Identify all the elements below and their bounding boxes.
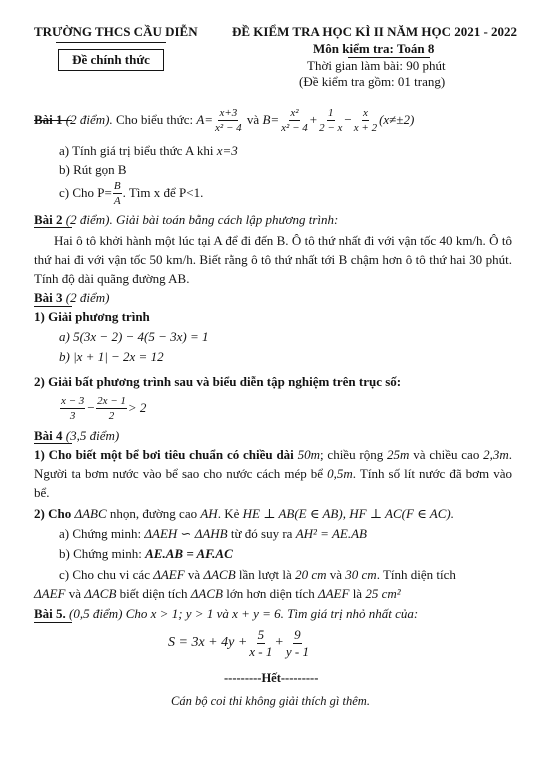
q3-inequality: $\frac{x - 3}{3}$ − $\frac{2x - 1}{2}$ > 2 [61, 394, 147, 422]
q3-label-underline [34, 306, 72, 307]
q4-part-a: a) Chứng minh: ΔAEH ∽ ΔAHB từ đó suy ra AH² = AE.AB [59, 526, 367, 541]
q5-frac2: $\frac{9}{y - 1}$ [285, 626, 309, 659]
exam-pages: (Đề kiểm tra gồm: 01 trang) [299, 74, 446, 89]
school-underline [56, 42, 166, 43]
q1-part-a: a) Tính giá trị biểu thức A khi x=3 [59, 143, 238, 158]
q1-b-term2: $\frac{1}{2 - x}$ [319, 106, 343, 134]
q3-eq-b: b) |x + 1| − 2x = 12 [59, 349, 164, 364]
q2-text: Hai ô tô khởi hành một lúc tại A để đi đến B. Ô tô thứ nhất đi với vận tốc 40 km/h. Ô tô thứ hai đi với vận tốc 50 km/h. Biết rằng ô tô thứ nhất tới B chậm hơn ô tô thứ hai 30 phút. Tính độ dài quãng đường AB. [34, 233, 512, 286]
q4-title: Bài 4 (3,5 điểm) [34, 428, 120, 443]
q1-b-condition: (x≠±2) [379, 112, 415, 127]
official-label: Đề chính thức [72, 52, 150, 67]
q4-part-c-line1: c) Cho chu vi các ΔAEF và ΔACB lần lượt là 20 cm và 30 cm. Tính diện tích [59, 567, 456, 582]
q1-a-fraction: $\frac{x+3}{\text{x² − 4}}$ [215, 106, 242, 134]
q3-ineq-frac1: $\frac{x - 3}{3}$ [61, 394, 85, 422]
footer-note: Cán bộ coi thi không giải thích gì thêm. [171, 694, 370, 708]
q4-part1: 1) Cho biết một bể bơi tiêu chuẩn có chiều dài 50m; chiều rộng 25m và chiều cao 2,3m. Người ta bơm nước vào bể sao cho nước cách mép bể 0,5m. Tính số lít nước đã bơm vào bể. [34, 447, 513, 500]
q5-frac1: $\frac{5}{x - 1}$ [249, 626, 273, 659]
q2-title: Bài 2 (2 điểm). Giải bài toán bằng cách lập phương trình: [34, 212, 339, 227]
exam-subject: Môn kiểm tra: Toán 8 [313, 41, 435, 56]
q1-b-term1: $\frac{\text{x²}}{\text{x² − 4}}$ [281, 106, 308, 134]
q3-ineq-frac2: $\frac{2x - 1}{2}$ [97, 394, 126, 422]
q4-part-c-line2: ΔAEF và ΔACB biết diện tích ΔACB lớn hơn diện tích ΔAEF là 25 cm² [34, 586, 401, 601]
q4-part2: 2) Cho ΔABC nhọn, đường cao AH. Kẻ HE ⊥ AB(E ∈ AB), HF ⊥ AC(F ∈ AC). [34, 506, 454, 521]
q1-c-fraction: $\frac{B}{A}$ [113, 179, 121, 207]
q1-part-c: c) Cho P= $\frac{B}{A}$ . Tìm x để P<1. [59, 179, 204, 207]
q4-label-underline [34, 443, 72, 444]
school-name: TRƯỜNG THCS CẦU DIỄN [34, 24, 198, 39]
q1-part-b: b) Rút gọn B [59, 162, 127, 177]
q3-part2: 2) Giải bất phương trình sau và biểu diễn tập nghiệm trên trục số: [34, 374, 402, 389]
q1-label: Bài 1 [34, 112, 63, 127]
q5-label-underline [34, 622, 72, 623]
q1-b-term3: $\frac{x}{x + 2}$ [353, 106, 378, 134]
q1-and: và [246, 112, 260, 127]
q1-statement: Bài 1 (2 điểm). Cho biểu thức: A= $\frac{x+3}{\text{x² − 4}}$ và B= $\frac{\text{x²}}{\text{x² − 4}}$ + $\frac{1}{2 - x}$ − $\frac{x}{x + 2}$ (x≠±2) [34, 106, 415, 134]
end-marker: ---------Hết--------- [224, 671, 319, 685]
q5-title: Bài 5. (0,5 điểm) Cho x > 1; y > 1 và x + y = 6. Tìm giá trị nhỏ nhất của: [34, 606, 419, 621]
exam-time: Thời gian làm bài: 90 phút [307, 58, 446, 73]
q2-label-underline [34, 227, 72, 228]
q5-expression: S = 3x + 4y + $\frac{5}{x - 1}$ + $\frac{9}{y - 1}$ [168, 626, 309, 659]
q3-part1: 1) Giải phương trình [34, 309, 150, 324]
q1-points: (2 điểm). [65, 112, 113, 127]
exam-title: ĐỀ KIỂM TRA HỌC KÌ II NĂM HỌC 2021 - 2022 [232, 24, 518, 39]
q3-title: Bài 3 (2 điểm) [34, 290, 110, 305]
q1-intro: Cho biểu thức: [115, 112, 194, 127]
q1-label-underline [34, 120, 72, 121]
q4-part-b: b) Chứng minh: AE.AB = AF.AC [59, 546, 233, 561]
q1-b-lhs: B= [262, 112, 280, 127]
official-box [58, 49, 164, 71]
q1-a-lhs: A= [196, 112, 214, 127]
q3-eq-a: a) 5(3x − 2) − 4(5 − 3x) = 1 [59, 329, 209, 344]
